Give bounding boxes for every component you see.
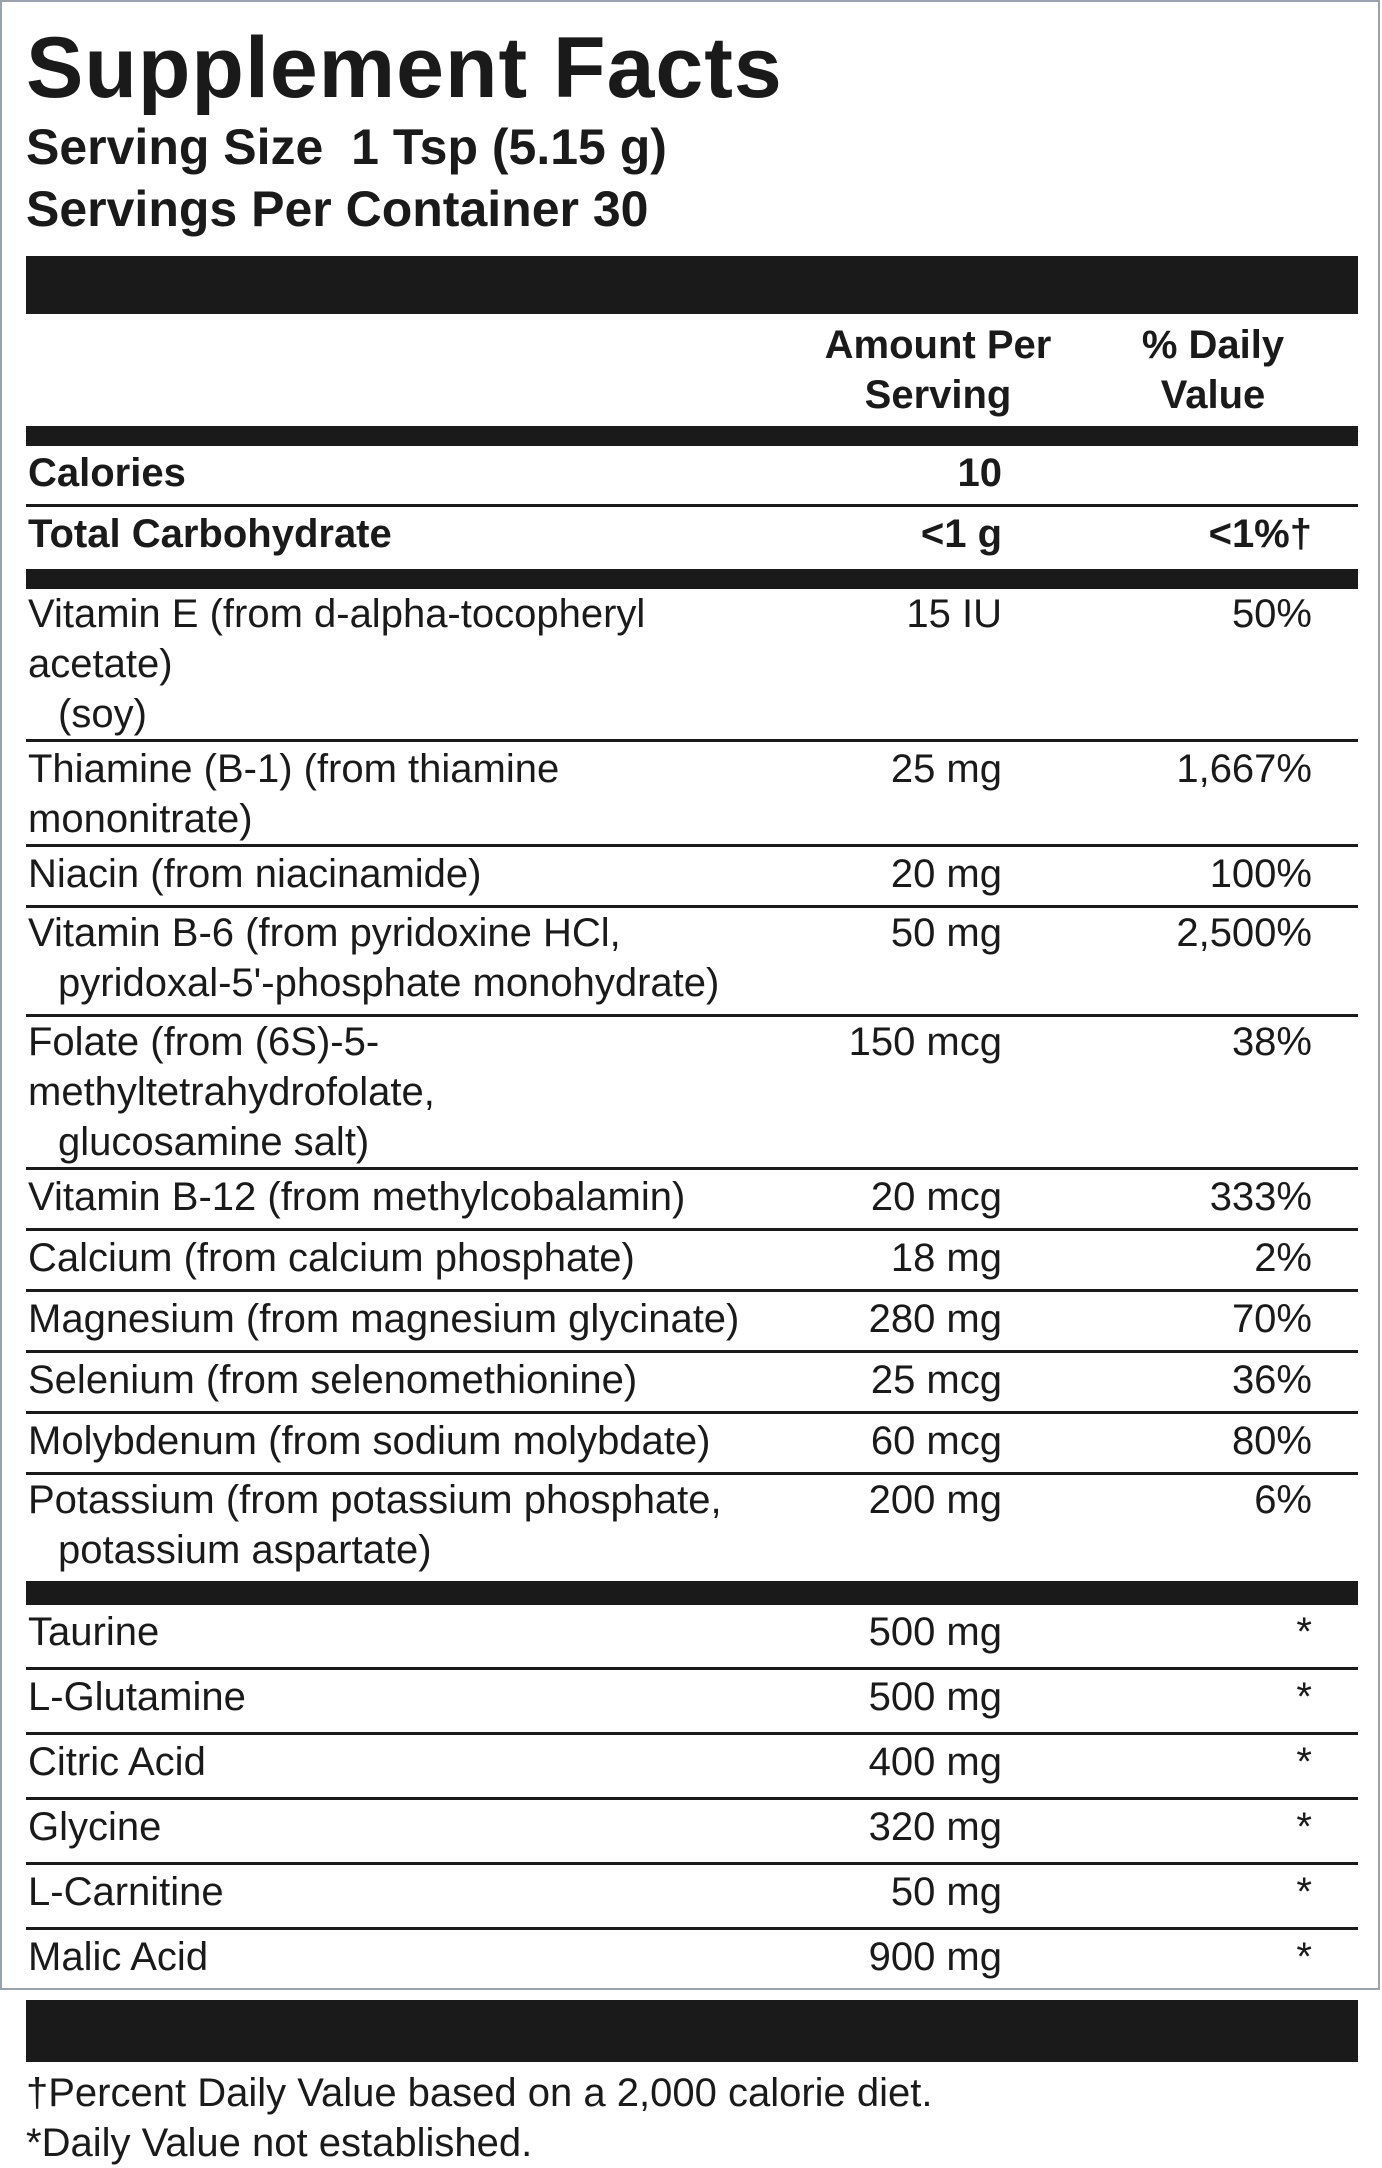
nutrient-row (26, 1017, 1358, 1170)
nutrient-row (26, 847, 1358, 908)
ingredient-amount: 400 mg (868, 1740, 1002, 1784)
nutrient-row (26, 507, 1358, 569)
footnote-dagger: †Percent Daily Value based on a 2,000 calorie diet. (26, 2071, 933, 2115)
nutrient-name: Niacin (from niacinamide) (28, 852, 482, 896)
ingredient-amount: 500 mg (868, 1610, 1002, 1654)
nutrient-amount: 50 mg (890, 911, 1002, 955)
nutrient-amount: 20 mg (890, 852, 1002, 896)
ingredient-name: Citric Acid (28, 1740, 206, 1784)
nutrient-name: Vitamin B-12 (from methylcobalamin) (28, 1175, 686, 1219)
nutrient-dv: 80% (1231, 1419, 1312, 1463)
nutrient-name: Vitamin E (from d-alpha-tocopheryl acetate) (28, 592, 646, 686)
ingredient-amount: 50 mg (890, 1870, 1002, 1914)
nutrient-name: Total Carbohydrate (28, 512, 392, 556)
nutrient-amount: 10 (957, 451, 1002, 495)
nutrient-row (26, 742, 1358, 847)
ingredient-amount: 900 mg (868, 1935, 1002, 1979)
ingredient-name: Taurine (28, 1610, 160, 1654)
nutrient-row (26, 1414, 1358, 1475)
facts-label (26, 20, 1358, 2168)
nutrient-amount: 25 mcg (870, 1358, 1002, 1402)
nutrient-amount: 20 mcg (870, 1175, 1002, 1219)
nutrient-name: Folate (from (6S)-5-methyltetrahydrofolate, (28, 1020, 435, 1114)
ingredient-name: Glycine (28, 1805, 162, 1849)
ingredient-row (26, 1735, 1358, 1800)
ingredient-row (26, 1930, 1358, 1992)
nutrient-dv: 70% (1231, 1297, 1312, 1341)
nutrient-name: Calories (28, 451, 186, 495)
servings-per-container: Servings Per Container 30 (26, 181, 649, 237)
nutrient-row (26, 1231, 1358, 1292)
ingredient-name: L-Glutamine (28, 1675, 246, 1719)
nutrient-name: Magnesium (from magnesium glycinate) (28, 1297, 740, 1341)
ingredient-dv: * (1296, 1935, 1312, 1979)
nutrient-amount: 150 mcg (848, 1020, 1002, 1064)
ingredient-dv: * (1296, 1675, 1312, 1719)
nutrient-dv: 1,667% (1176, 747, 1312, 791)
ingredient-dv: * (1296, 1805, 1312, 1849)
nutrient-dv: 2% (1254, 1236, 1312, 1280)
ingredient-amount: 320 mg (868, 1805, 1002, 1849)
column-header (26, 314, 1358, 426)
nutrient-dv: 6% (1254, 1478, 1312, 1522)
ingredient-dv: * (1296, 1870, 1312, 1914)
thick-divider (26, 2000, 1358, 2062)
ingredient-amount: 500 mg (868, 1675, 1002, 1719)
nutrient-name: Selenium (from selenomethionine) (28, 1358, 638, 1402)
ingredient-row (26, 1670, 1358, 1735)
footnotes (26, 2068, 1358, 2168)
footnote-asterisk: *Daily Value not established. (26, 2121, 533, 2165)
ingredient-row (26, 1800, 1358, 1865)
nutrient-amount: 60 mcg (870, 1419, 1002, 1463)
nutrient-name: Potassium (from potassium phosphate, (28, 1478, 722, 1522)
nutrient-dv: 2,500% (1176, 911, 1312, 955)
nutrient-dv: 333% (1209, 1175, 1312, 1219)
label-title: Supplement Facts (26, 20, 783, 116)
nutrient-dv: 38% (1231, 1020, 1312, 1064)
serving-size: Serving Size 1 Tsp (5.15 g) (26, 119, 667, 175)
nutrient-dv: 100% (1209, 852, 1312, 896)
ingredient-row (26, 1865, 1358, 1930)
daily-value-header: % Daily Value (1141, 323, 1285, 417)
nutrient-dv: 50% (1231, 592, 1312, 636)
nutrient-amount: 18 mg (890, 1236, 1002, 1280)
ingredient-name: L-Carnitine (28, 1870, 224, 1914)
nutrient-row (26, 446, 1358, 507)
nutrient-name-cont: pyridoxal-5'-phosphate monohydrate) (58, 961, 720, 1005)
divider (26, 426, 1358, 446)
nutrient-row (26, 1475, 1358, 1581)
amount-per-serving-header: Amount Per Serving (824, 323, 1052, 417)
nutrient-amount: 200 mg (868, 1478, 1002, 1522)
nutrient-name-cont: glucosamine salt) (58, 1120, 370, 1164)
nutrient-name-cont: (soy) (58, 692, 147, 736)
nutrient-name: Calcium (from calcium phosphate) (28, 1236, 635, 1280)
nutrient-name-cont: potassium aspartate) (58, 1528, 432, 1572)
nutrient-row (26, 1353, 1358, 1414)
nutrient-dv: 36% (1231, 1358, 1312, 1402)
nutrient-amount: 25 mg (890, 747, 1002, 791)
divider (26, 569, 1358, 589)
nutrient-amount: 15 IU (906, 592, 1002, 636)
nutrient-row (26, 1170, 1358, 1231)
nutrient-row (26, 1292, 1358, 1353)
nutrient-row (26, 908, 1358, 1017)
ingredient-dv: * (1296, 1610, 1312, 1654)
ingredient-name: Malic Acid (28, 1935, 209, 1979)
nutrient-row (26, 589, 1358, 742)
nutrient-amount: <1 g (920, 512, 1002, 556)
nutrient-amount: 280 mg (868, 1297, 1002, 1341)
thick-divider (26, 256, 1358, 314)
nutrient-name: Molybdenum (from sodium molybdate) (28, 1419, 711, 1463)
nutrient-dv: <1%† (1208, 512, 1312, 556)
nutrient-name: Thiamine (B-1) (from thiamine mononitrate) (28, 747, 560, 841)
nutrient-name: Vitamin B-6 (from pyridoxine HCl, (28, 911, 621, 955)
ingredient-row (26, 1605, 1358, 1670)
divider (26, 1581, 1358, 1605)
ingredient-dv: * (1296, 1740, 1312, 1784)
